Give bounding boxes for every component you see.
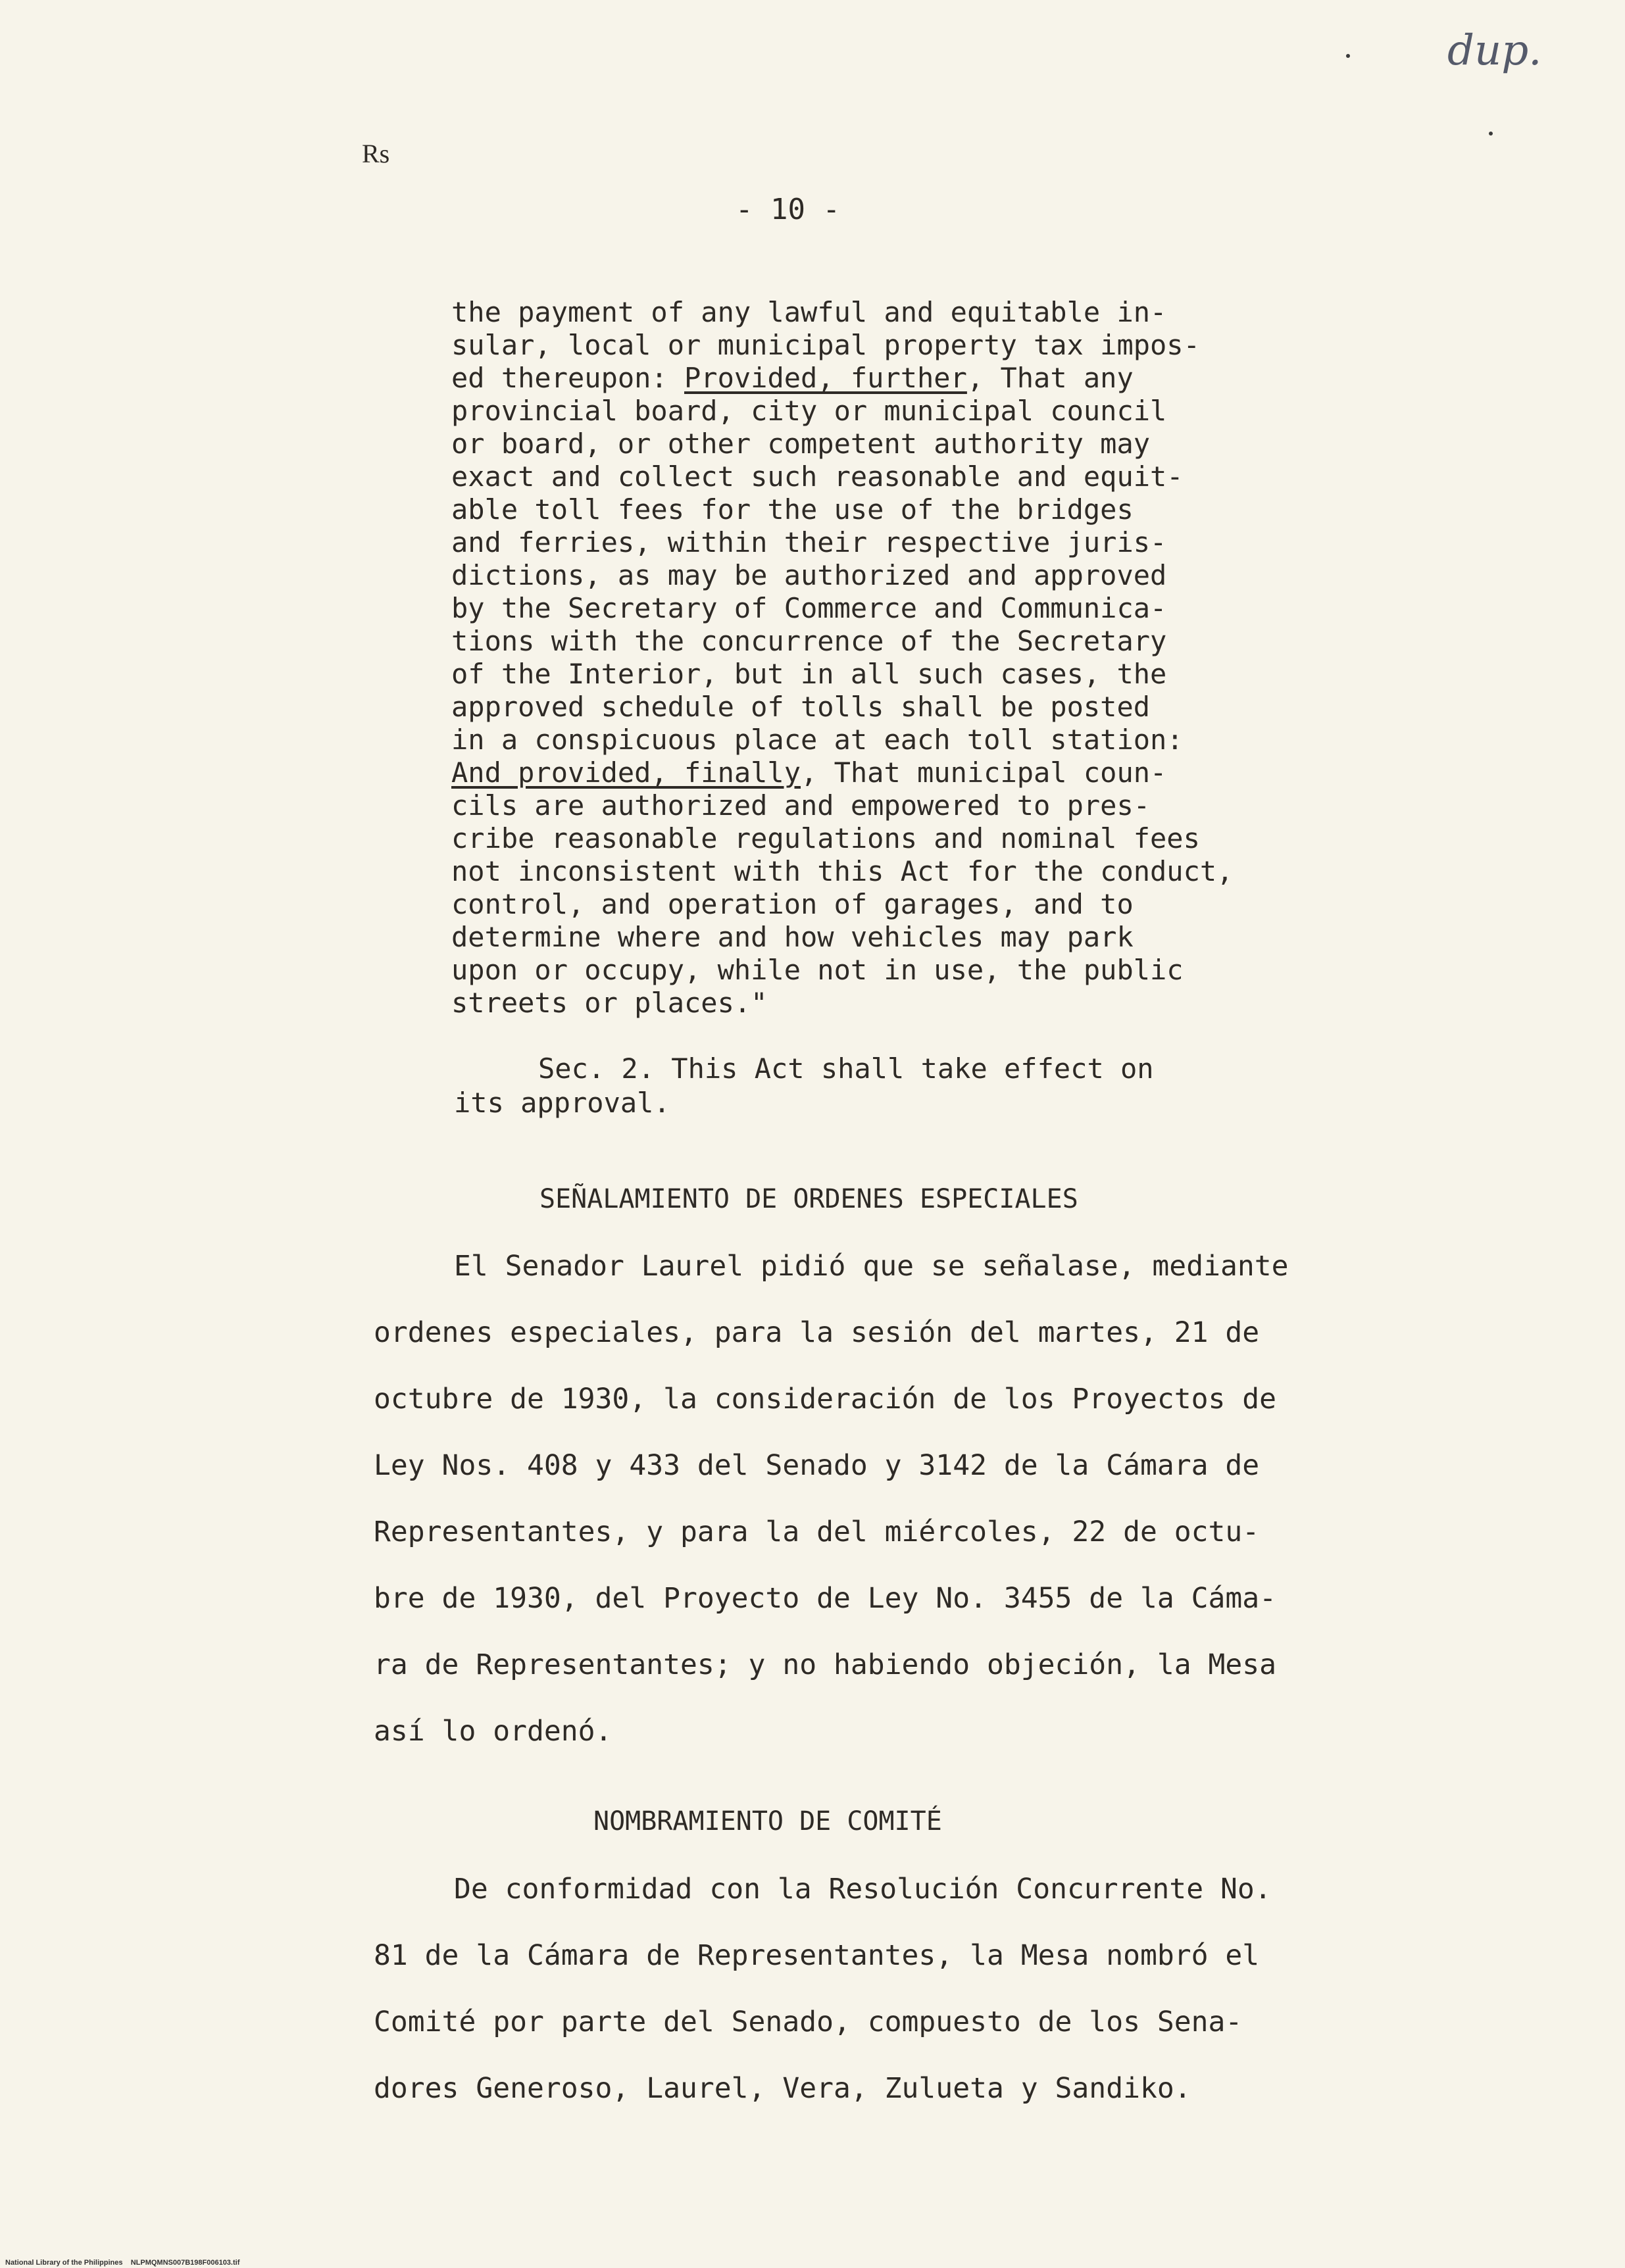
paragraph-line: Ley Nos. 408 y 433 del Senado y 3142 de la Cámara de xyxy=(374,1449,1260,1482)
underlined-proviso: Provided, further xyxy=(684,362,967,394)
paragraph-line: bre de 1930, del Proyecto de Ley No. 3455 de la Cáma- xyxy=(374,1582,1277,1615)
paragraph-line: Representantes, y para la del miércoles, 22 de octu- xyxy=(374,1516,1260,1548)
text-line: the payment of any lawful and equitable in- xyxy=(451,296,1167,328)
text-line: by the Secretary of Commerce and Communica- xyxy=(451,592,1167,624)
paragraph-line: octubre de 1930, la consideración de los Proyectos de xyxy=(374,1383,1277,1416)
text-line: approved schedule of tolls shall be posted xyxy=(451,691,1151,723)
text-line: exact and collect such reasonable and equit- xyxy=(451,460,1184,493)
paragraph-line: dores Generoso, Laurel, Vera, Zulueta y Sandiko. xyxy=(374,2072,1191,2105)
text-line: of the Interior, but in all such cases, the xyxy=(451,658,1167,690)
paragraph-line: De conformidad con la Resolución Concurrente No. xyxy=(454,1873,1272,1906)
text-line: in a conspicuous place at each toll station: xyxy=(451,724,1184,756)
text-line xyxy=(451,756,1166,789)
paragraph-line: 81 de la Cámara de Representantes, la Mesa nombró el xyxy=(374,1939,1260,1972)
text-fragment: , That any xyxy=(966,362,1134,394)
text-line: determine where and how vehicles may park xyxy=(451,921,1134,953)
text-line: sular, local or municipal property tax impos- xyxy=(451,329,1200,361)
text-fragment: , That municipal coun- xyxy=(801,756,1167,789)
text-line: provincial board, city or municipal council xyxy=(451,395,1167,427)
text-fragment: ed thereupon: xyxy=(451,362,685,394)
section-heading: SEÑALAMIENTO DE ORDENES ESPECIALES xyxy=(539,1184,1078,1214)
text-line: not inconsistent with this Act for the conduct, xyxy=(451,855,1234,887)
underlined-proviso: And provided, finally xyxy=(451,756,801,789)
text-line: cils are authorized and empowered to pres- xyxy=(451,789,1151,822)
section-heading: NOMBRAMIENTO DE COMITÉ xyxy=(593,1806,942,1837)
paragraph-line: ordenes especiales, para la sesión del martes, 21 de xyxy=(374,1316,1260,1349)
section-2-line: its approval. xyxy=(454,1087,670,1119)
text-line: dictions, as may be authorized and approved xyxy=(451,559,1167,591)
text-line: able toll fees for the use of the bridges xyxy=(451,493,1134,526)
handwritten-note: dup. xyxy=(1447,26,1542,75)
section-2-line: Sec. 2. This Act shall take effect on xyxy=(538,1052,1154,1085)
text-line: streets or places." xyxy=(451,987,768,1019)
text-line: or board, or other competent authority may xyxy=(451,428,1151,460)
text-line xyxy=(451,362,1134,394)
paragraph-line: El Senador Laurel pidió que se señalase, mediante xyxy=(454,1250,1289,1283)
paragraph-line: así lo ordenó. xyxy=(374,1715,612,1748)
paragraph-line: Comité por parte del Senado, compuesto de los Sena- xyxy=(374,2006,1243,2038)
text-line: and ferries, within their respective juris- xyxy=(451,526,1167,558)
text-line: control, and operation of garages, and to xyxy=(451,888,1134,920)
page-number: - 10 - xyxy=(736,193,840,226)
ink-mark xyxy=(1346,54,1350,58)
text-line: cribe reasonable regulations and nominal fees xyxy=(451,822,1200,854)
text-line: tions with the concurrence of the Secretary xyxy=(451,625,1167,657)
text-line: upon or occupy, while not in use, the public xyxy=(451,954,1184,986)
scan-footer: National Library of the Philippines NLPMQMNS007B198F006103.tif xyxy=(5,2259,240,2267)
ink-mark xyxy=(1489,132,1493,136)
paragraph-line: ra de Representantes; y no habiendo objeción, la Mesa xyxy=(374,1648,1277,1681)
typist-initials: Rs xyxy=(362,139,390,168)
